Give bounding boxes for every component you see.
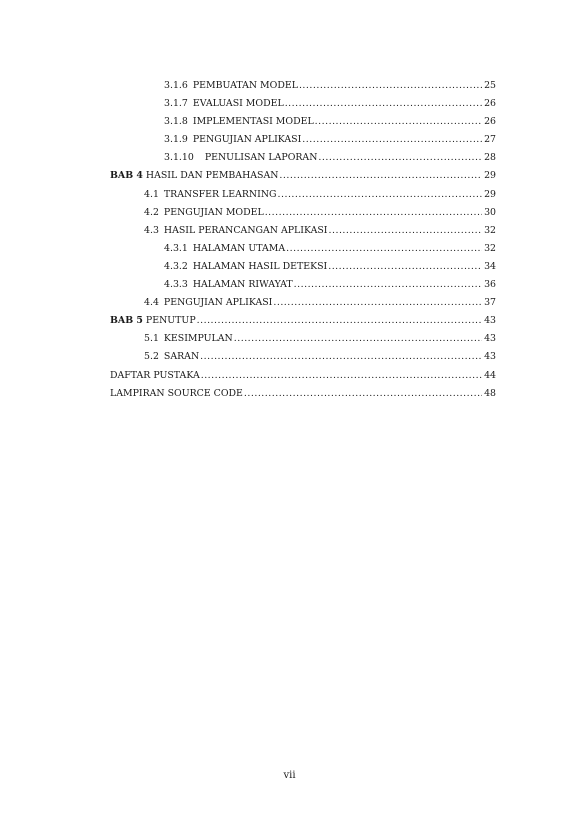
dot-leader — [294, 279, 482, 290]
toc-entry-title: HALAMAN RIWAYAT — [192, 279, 293, 291]
toc-entry-page: 32 — [484, 224, 496, 236]
toc-entry — [110, 80, 496, 98]
toc-entry — [110, 116, 496, 134]
toc-entry-page: 26 — [484, 98, 496, 110]
toc-entry-title: TRANSFER LEARNING — [163, 188, 277, 200]
toc-entry-page: 36 — [484, 279, 496, 291]
toc-entry-title: PENULISAN LAPORAN — [204, 152, 318, 164]
toc-entry-page: 29 — [484, 188, 496, 200]
dot-leader — [265, 207, 482, 218]
toc-entry-page: 48 — [484, 387, 496, 399]
dot-leader — [328, 261, 482, 272]
toc-entry — [110, 351, 496, 369]
toc-entry — [110, 297, 496, 315]
dot-leader — [302, 134, 482, 145]
toc-entry-number: 3.1.6 — [164, 80, 188, 91]
toc-entry — [110, 225, 496, 243]
toc-entry-title: HASIL PERANCANGAN APLIKASI — [163, 224, 328, 236]
dot-leader — [329, 225, 483, 236]
toc-entry-title: KESIMPULAN — [163, 333, 233, 345]
toc-entry-page: 27 — [484, 134, 496, 146]
toc-entry — [110, 279, 496, 297]
toc-entry-title: SARAN — [163, 351, 200, 363]
toc-entry-title: PENGUJIAN APLIKASI — [163, 297, 273, 309]
toc-entry — [110, 98, 496, 116]
toc-entry-title: PEMBUATAN MODEL — [192, 80, 298, 91]
toc-entry-lampiran — [110, 388, 496, 406]
dot-leader — [234, 333, 482, 344]
dot-leader — [299, 80, 482, 91]
page-number: vii — [283, 770, 296, 781]
dot-leader — [273, 297, 482, 308]
toc-entry-title: HALAMAN HASIL DETEKSI — [192, 260, 328, 272]
toc-entry-number: 3.1.9 — [164, 134, 188, 146]
toc-entry — [110, 243, 496, 261]
toc-entry-title: HALAMAN UTAMA — [192, 242, 286, 254]
toc-entry-page: 32 — [484, 242, 496, 254]
toc-entry-number: 4.2 — [144, 206, 159, 218]
table-of-contents — [110, 80, 496, 406]
toc-entry-page: 29 — [484, 170, 496, 182]
toc-entry-number: 4.1 — [144, 188, 159, 200]
toc-entry-page: 30 — [484, 206, 496, 218]
dot-leader — [278, 189, 482, 200]
dot-leader — [286, 243, 482, 254]
toc-entry — [110, 134, 496, 152]
toc-entry-title: IMPLEMENTASI MODEL — [192, 116, 314, 128]
toc-entry-number: 5.1 — [144, 333, 159, 345]
toc-entry — [110, 261, 496, 279]
toc-entry-number: 3.1.7 — [164, 98, 188, 110]
toc-entry-number: 5.2 — [144, 351, 159, 363]
dot-leader — [197, 315, 482, 326]
toc-entry — [110, 152, 496, 170]
toc-entry-title: EVALUASI MODEL — [192, 98, 284, 110]
dot-leader — [244, 388, 482, 399]
toc-entry-page: 43 — [484, 351, 496, 363]
toc-entry-page: 43 — [484, 333, 496, 345]
toc-entry-number: 4.3 — [144, 224, 159, 236]
toc-entry-number: 4.4 — [144, 297, 159, 309]
toc-entry-number: 4.3.1 — [164, 242, 188, 254]
toc-entry-number: 4.3.3 — [164, 279, 188, 291]
dot-leader — [200, 351, 482, 362]
toc-entry-page: 34 — [484, 260, 496, 272]
toc-chapter — [110, 315, 496, 333]
toc-entry-page: 25 — [484, 80, 496, 91]
dot-leader — [201, 370, 482, 381]
toc-chapter — [110, 170, 496, 188]
toc-entry-page: 26 — [484, 116, 496, 128]
toc-entry-page: 44 — [484, 369, 496, 381]
dot-leader — [285, 98, 482, 109]
toc-chapter-number: BAB 5 — [110, 315, 143, 327]
toc-entry-number: 3.1.10 — [164, 152, 194, 164]
toc-entry — [110, 189, 496, 207]
dot-leader — [279, 170, 482, 181]
dot-leader — [315, 116, 482, 127]
toc-entry — [110, 207, 496, 225]
toc-entry-title: LAMPIRAN SOURCE CODE — [110, 387, 243, 399]
toc-entry-number: 3.1.8 — [164, 116, 188, 128]
toc-entry-title: PENUTUP — [145, 315, 196, 327]
toc-entry-title: HASIL DAN PEMBAHASAN — [145, 170, 279, 182]
toc-entry-title: PENGUJIAN MODEL — [163, 206, 264, 218]
toc-entry-page: 43 — [484, 315, 496, 327]
toc-chapter-number: BAB 4 — [110, 170, 143, 182]
toc-entry-page: 28 — [484, 152, 496, 164]
toc-entry-daftar-pustaka — [110, 370, 496, 388]
toc-entry-title: DAFTAR PUSTAKA — [110, 369, 200, 381]
toc-entry-page: 37 — [484, 297, 496, 309]
toc-entry-title: PENGUJIAN APLIKASI — [192, 134, 302, 146]
dot-leader — [318, 152, 482, 163]
toc-entry-number: 4.3.2 — [164, 260, 188, 272]
toc-entry — [110, 333, 496, 351]
